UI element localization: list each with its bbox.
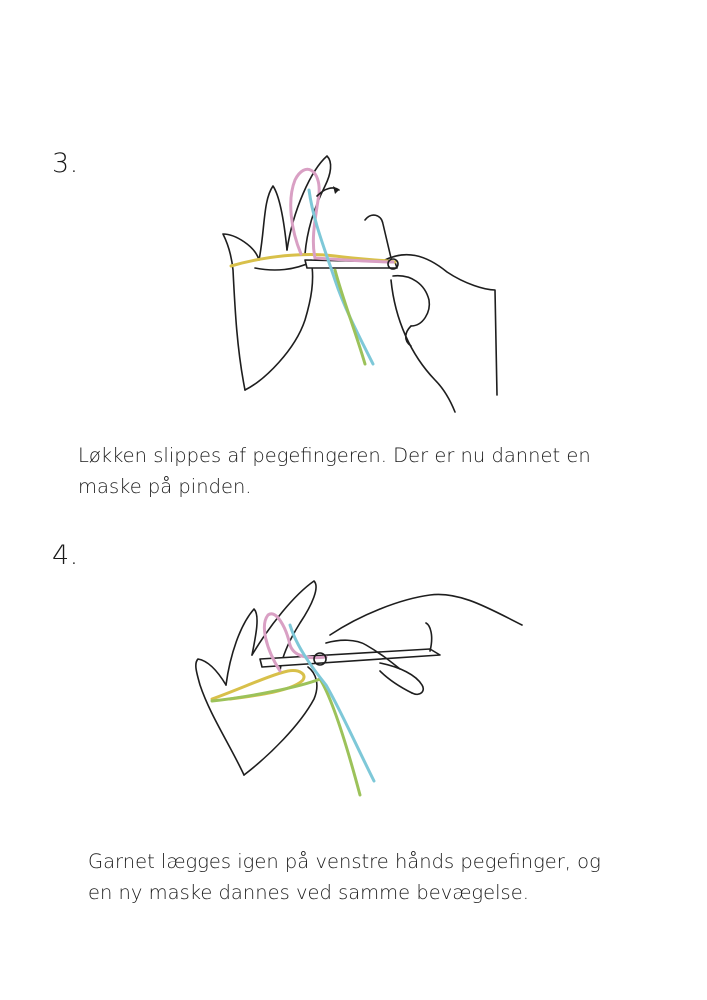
yarn-blue xyxy=(309,190,373,364)
step-4-illustration xyxy=(190,575,530,805)
step-3-caption-line-2: maske på pinden. xyxy=(78,475,252,498)
step-3-caption-line-1: Løkken slippes af pegefingeren. Der er nu dannet en xyxy=(78,444,591,467)
step-3-number: 3. xyxy=(52,148,79,179)
step-4-number: 4. xyxy=(52,540,79,571)
step-3-caption xyxy=(78,440,591,502)
step-4-caption-line-2: en ny maske dannes ved samme bevægelse. xyxy=(88,881,529,904)
step-3-illustration xyxy=(215,150,505,420)
step-4-caption xyxy=(88,846,601,908)
yarn-green xyxy=(335,270,365,364)
step-4-caption-line-1: Garnet lægges igen på venstre hånds pegefinger, og xyxy=(88,850,601,873)
